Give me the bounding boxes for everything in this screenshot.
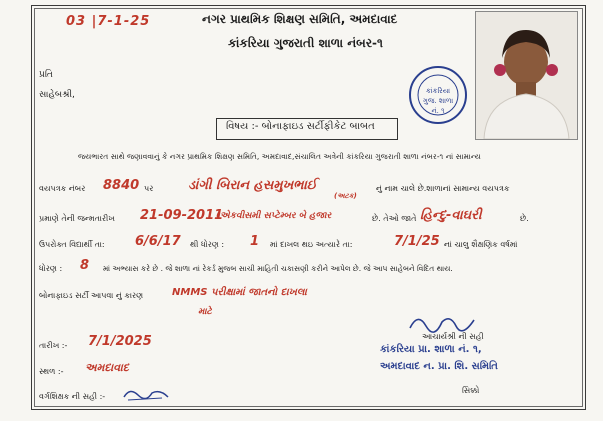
line2-suffix: નું નામ ચાલે છે.શાળાનાં સામાન્ય વયપત્રક bbox=[376, 184, 510, 193]
date-label: તારીખ :- bbox=[39, 341, 68, 350]
class-teacher-signature bbox=[122, 385, 172, 407]
dob-in-words: (એકવીસમી સપ્ટેમ્બર બે હજાર bbox=[216, 211, 332, 221]
student-photo bbox=[475, 11, 578, 140]
line4-suffix: નાં ચાલુ શૈક્ષણિક વર્ષમાં bbox=[444, 240, 518, 249]
seal-label: સિક્કો bbox=[462, 386, 480, 395]
stamp-line-1: કાંકરિયા પ્રા. શાળા નં. ૧, bbox=[380, 344, 482, 355]
handwritten-date: 03 |7-1-25 bbox=[66, 14, 151, 29]
reg-no-value: 8840 bbox=[103, 178, 140, 193]
reason-line-2: માટે bbox=[198, 307, 212, 317]
admit-label: ઉપરોક્ત વિદ્યાર્થી તા: bbox=[39, 240, 105, 249]
admit-std-label: થી ધોરણ : bbox=[190, 240, 225, 249]
reg-no-label: વયપત્રક નંબર bbox=[39, 184, 86, 193]
current-date-label: માં દાખલ થઇ અત્યારે તા: bbox=[270, 240, 353, 249]
caste-value: હિન્દુ-વાઘરી bbox=[420, 208, 482, 223]
date-value: 7/1/2025 bbox=[88, 334, 152, 349]
admit-date: 6/6/17 bbox=[135, 234, 181, 249]
line5-suffix: માં અભ્યાસ કરે છે . જે શાળા નાં રેકર્ડ મુજબ સાચી માહિતી ચકાસણી કરીને આપેલ છે. જે આપ સાહેબને વિદિત થાય. bbox=[103, 264, 453, 273]
stamp-line-2: અમદાવાદ ન. પ્રા. શિ. સમિતિ bbox=[380, 361, 498, 372]
place-value: અમદાવાદ bbox=[85, 361, 129, 374]
reason-line-1: NMMS પરીક્ષામાં જાતનો દાખલા bbox=[172, 287, 307, 298]
current-std-label: ધોરણ : bbox=[39, 264, 63, 273]
reason-label: બોનાફાઇડ સર્ટી આપવા નું કારણ bbox=[39, 291, 144, 300]
dob-label: પ્રમાણે તેની જન્મતારીખ bbox=[39, 214, 115, 223]
line3-suffix: છે. bbox=[520, 214, 529, 223]
current-date: 7/1/25 bbox=[394, 234, 440, 249]
reg-no-suffix: પર bbox=[144, 184, 154, 193]
subject-text: વિષય :- બોનાફાઇડ સર્ટીફીકેટ બાબત bbox=[226, 121, 375, 132]
student-name: ડાંગી બિરાન હસમુખભાઈ bbox=[188, 178, 317, 193]
caste-label: છે. તેઓ જાતે bbox=[372, 214, 417, 223]
principal-sign-label: આચાર્યશ્રી ની સહી bbox=[422, 332, 484, 341]
current-std: 8 bbox=[80, 258, 90, 273]
class-teacher-label: વર્ગશિક્ષક ની સહી :- bbox=[39, 392, 106, 401]
place-label: સ્થળ :- bbox=[39, 367, 64, 376]
to-label: પ્રતિ bbox=[39, 70, 53, 80]
dob-value: 21-09-2011 bbox=[140, 208, 224, 223]
body-line-1: જયભારત સાથે જણાવવાનું કે નગર પ્રાથમિક શિક્ષણ સમિતિ, અમદાવાદ,સંચાલિત અત્રેની કાંકરિયા ગુજરાતી શાળા નંબર-૧ નાં સામાન્ય bbox=[78, 152, 481, 161]
surname-note: (અટક) bbox=[334, 192, 357, 200]
org-name: નગર પ્રાથમિક શિક્ષણ સમિતિ, અમદાવાદ bbox=[202, 12, 398, 26]
svg-text:કાંકરિયા: કાંકરિયા bbox=[425, 87, 451, 95]
sir-label: સાહેબશ્રી, bbox=[39, 90, 75, 100]
svg-text:ગુજ. શાળા: ગુજ. શાળા bbox=[422, 97, 454, 105]
school-name: કાંકરિયા ગુજરાતી શાળા નંબર-૧ bbox=[228, 36, 383, 50]
admit-std: 1 bbox=[250, 234, 260, 249]
svg-text:નં. ૧: નં. ૧ bbox=[431, 107, 445, 115]
school-seal bbox=[408, 55, 468, 135]
